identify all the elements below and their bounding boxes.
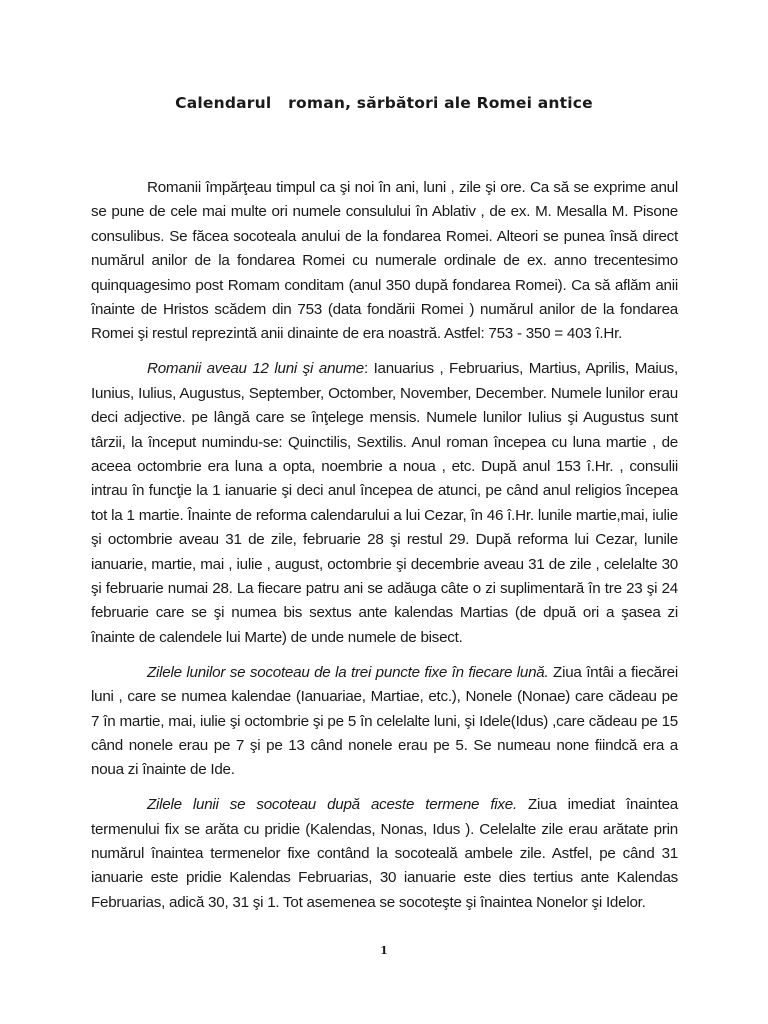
paragraph-lead: Romanii aveau 12 luni şi anume xyxy=(147,360,364,378)
paragraph-text: Ziua întâi a fiecărei luni , care se numea kalendae (Ianuariae, Martiae, etc.), Nonele (Nonae) care cădeau pe 7 în martie, mai, iulie şi octombrie şi pe 5 în celelalte luni, şi Idele(Idus) ,care cădeau pe 15 când nonele erau pe 7 şi pe 13 când nonele erau pe 5. Se numeau none fiindcă era a noua zi înainte de Ide. xyxy=(91,663,678,779)
paragraph-lead: Zilele lunilor se socoteau de la trei puncte fixe în fiecare lună. xyxy=(147,663,549,681)
page-number: 1 xyxy=(380,944,388,957)
paragraph-lead: Zilele lunii se socoteau după aceste termene fixe. xyxy=(147,796,517,814)
paragraph-text: Romanii împărţeau timpul ca şi noi în ani, luni , zile şi ore. Ca să se exprime anul se pune de cele mai multe ori numele consulului în Ablativ , de ex. M. Mesalla M. Pisone consulibus. Se făcea socoteala anului de la fondarea Romei. Alteori se punea însă direct numărul anilor de la fondarea Romei cu numerale ordinale de ex. anno trecentesimo quinquagesimo post Romam conditam (anul 350 după fondarea Romei). Ca să aflăm anii înainte de Hristos scădem din 753 (data fondării Romei ) numărul anilor de la fondarea Romei şi restul reprezintă anii dinainte de era noastră. Astfel: 753 - 350 = 403 î.Hr. xyxy=(91,179,678,343)
paragraph-fixed-points xyxy=(91,661,678,783)
paragraph-intro xyxy=(91,176,678,347)
paragraph-months xyxy=(91,357,678,650)
paragraph-text: : Ianuarius , Februarius, Martius, Aprilis, Maius, Iunius, Iulius, Augustus, September, Octomber, November, December. Numele lunilor erau deci adjective. pe lângă care se înţelege mensis. Numele lunilor Iulius şi Augustus sunt târzii, la început numindu-se: Quinctilis, Sextilis. Anul roman începea cu luna martie , de aceea octombrie era luna a opta, noembrie a noua , etc. După anul 153 î.Hr. , consulii intrau în funcţie la 1 ianuarie şi deci anul începea de atunci, pe când anul religios începea tot la 1 martie. Înainte de reforma calendarului a lui Cezar, în 46 î.Hr. lunile martie,mai, iulie şi octombrie aveau 31 de zile, februarie 28 şi restul 29. După reforma lui Cezar, lunile ianuarie, martie, mai , iulie , august, octombrie şi decembrie aveau 31 de zile , celelalte 30 şi februarie numai 28. La fiecare patru ani se adăuga câte o zi suplimentară în tre 23 şi 24 februarie care se şi numea bis sextus ante kalendas Martias (de dpuă ori a şasea zi înainte de calendele lui Marte) de unde numele de bisect. xyxy=(91,360,678,646)
paragraph-day-counting xyxy=(91,793,678,915)
document-body xyxy=(91,176,678,915)
paragraph-text: Ziua imediat înaintea termenului fix se arăta cu pridie (Kalendas, Nonas, Idus ). Celelalte zile erau arătate prin numărul înaintea termenelor fixe contând la socoteală ambele zile. Astfel, pe când 31 ianuarie este pridie Kalendas Februarias, 30 ianuarie este dies tertius ante Kalendas Februarias, adică 30, 31 şi 1. Tot asemenea se socoteşte şi înaintea Nonelor şi Idelor. xyxy=(91,796,678,911)
document-title: Calendarul roman, sărbători ale Romei antice xyxy=(175,94,593,112)
